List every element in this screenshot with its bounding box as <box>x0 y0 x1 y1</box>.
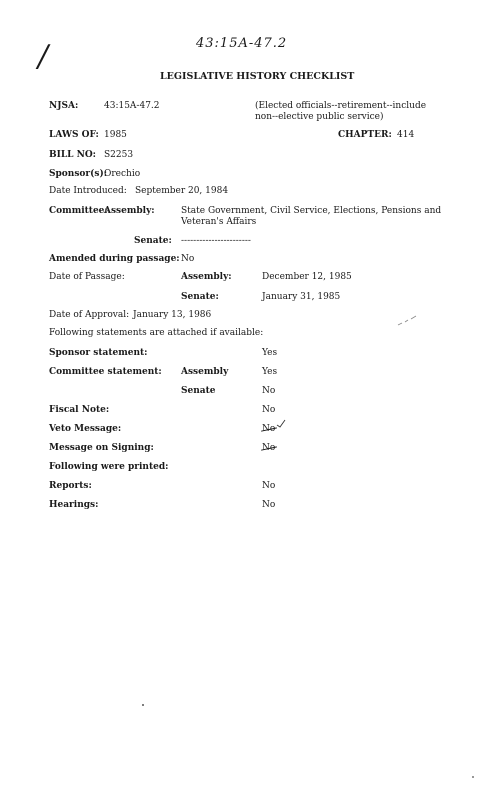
committee-assembly-line1: State Government, Civil Service, Elections, Pensions and <box>181 206 442 216</box>
hearings-label: Hearings: <box>49 500 99 510</box>
handwritten-tick-mark <box>276 419 286 429</box>
passage-assembly-label: Assembly: <box>181 272 232 282</box>
passage-senate-label: Senate: <box>181 292 219 302</box>
veto-message-value <box>262 424 275 435</box>
committee-assembly-label: Assembly: <box>104 206 155 216</box>
reports-value: No <box>262 481 276 491</box>
laws-of-label: LAWS OF: <box>49 130 99 140</box>
fiscal-note-value: No <box>262 405 276 415</box>
sponsor-statement-value: Yes <box>262 348 278 358</box>
hearings-value: No <box>262 500 276 510</box>
njsa-label: NJSA: <box>49 101 79 111</box>
committee-statement-assembly-value: Yes <box>262 367 278 377</box>
sponsor-statement-label: Sponsor statement: <box>49 348 148 358</box>
page-title: LEGISLATIVE HISTORY CHECKLIST <box>160 71 355 82</box>
passage-label: Date of Passage: <box>49 272 125 282</box>
veto-message-struck-value: No <box>262 424 276 434</box>
chapter-label: CHAPTER: <box>338 130 392 140</box>
reports-label: Reports: <box>49 481 92 491</box>
scan-speck-dot <box>472 776 474 778</box>
following-printed-heading: Following were printed: <box>49 462 169 472</box>
approval-label: Date of Approval: <box>49 310 130 320</box>
njsa-note-line1: (Elected officials--retirement--include <box>255 101 427 111</box>
date-introduced-label: Date Introduced: <box>49 186 127 196</box>
scan-speck-marks <box>396 314 420 328</box>
handwritten-slash: / <box>38 39 49 74</box>
date-introduced-value: September 20, 1984 <box>135 186 229 196</box>
committee-assembly-line2: Veteran's Affairs <box>181 217 257 227</box>
following-attached-heading: Following statements are attached if available: <box>49 328 264 338</box>
bill-no-value: S2253 <box>104 150 134 160</box>
committee-statement-assembly-label: Assembly <box>181 367 229 377</box>
sponsor-value: Orechio <box>104 169 141 179</box>
committee-senate-label: Senate: <box>134 236 172 246</box>
committee-senate-value: ----------------------- <box>181 236 251 246</box>
committee-statement-label: Committee statement: <box>49 367 162 377</box>
committee-label: Committee: <box>49 206 108 216</box>
approval-value: January 13, 1986 <box>133 310 212 320</box>
veto-message-label: Veto Message: <box>49 424 122 434</box>
handwritten-reference: 43:15A-47.2 <box>196 36 288 51</box>
chapter-value: 414 <box>397 130 415 140</box>
sponsor-label: Sponsor(s): <box>49 169 108 179</box>
laws-of-value: 1985 <box>104 130 127 140</box>
fiscal-note-label: Fiscal Note: <box>49 405 110 415</box>
passage-assembly-value: December 12, 1985 <box>262 272 352 282</box>
message-signing-value <box>262 443 275 454</box>
message-signing-label: Message on Signing: <box>49 443 154 453</box>
njsa-value: 43:15A-47.2 <box>104 101 160 111</box>
committee-statement-senate-value: No <box>262 386 276 396</box>
scan-speck-dot <box>142 704 144 706</box>
amended-label: Amended during passage: <box>49 254 180 264</box>
bill-no-label: BILL NO: <box>49 150 96 160</box>
passage-senate-value: January 31, 1985 <box>262 292 341 302</box>
amended-value: No <box>181 254 195 264</box>
committee-statement-senate-label: Senate <box>181 386 216 396</box>
message-signing-struck-value: No <box>262 443 276 453</box>
njsa-note-line2: non--elective public service) <box>255 112 384 122</box>
